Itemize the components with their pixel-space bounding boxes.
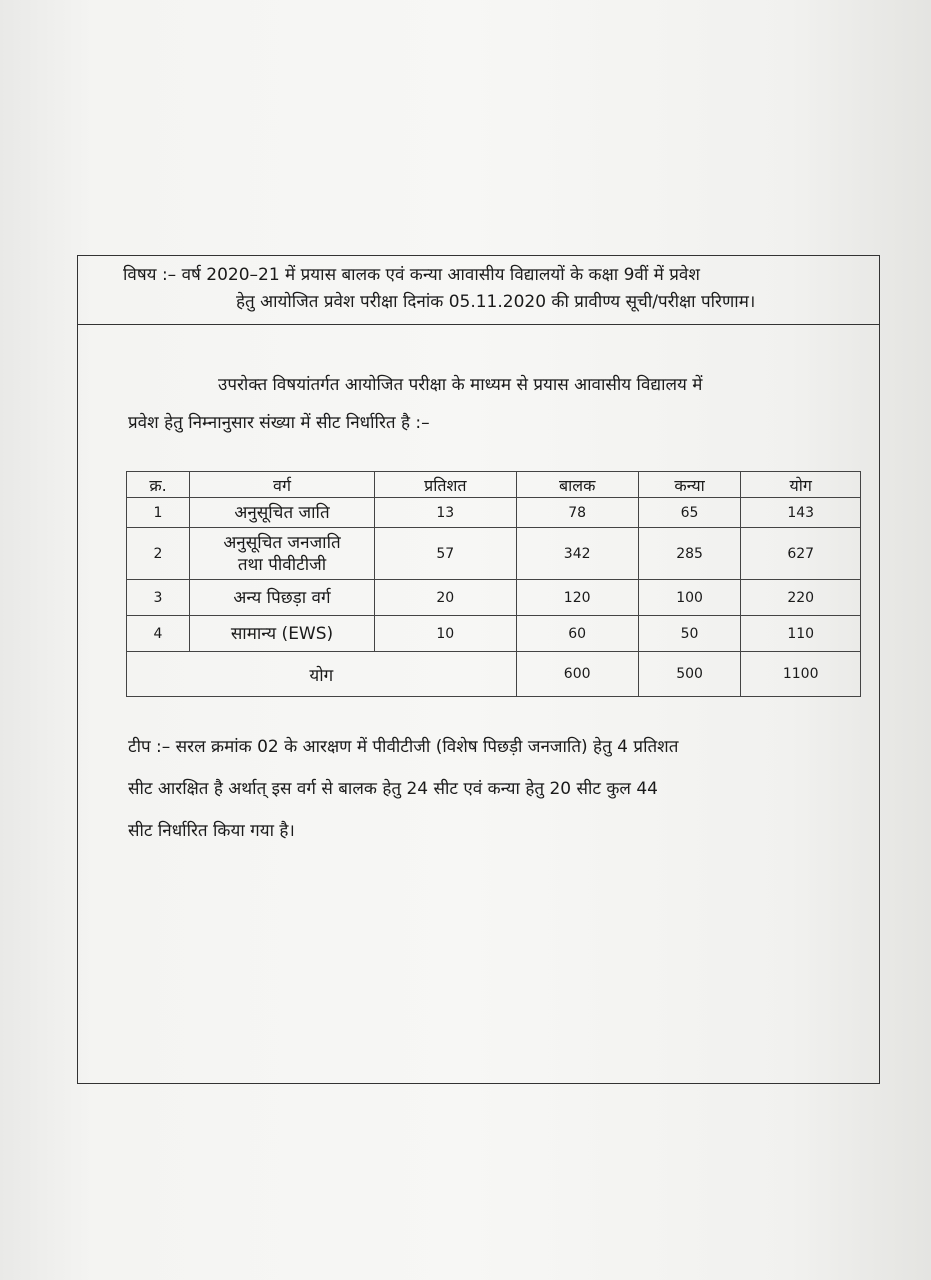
cell-total: 110 [741,616,861,652]
intro-paragraph [128,366,838,442]
seat-table [126,471,861,697]
cell-grand-total: 1100 [741,652,861,697]
cell-sn: 2 [127,528,190,580]
subject-line-1: विषय :– वर्ष 2020–21 में प्रयास बालक एवं कन्या आवासीय विद्यालयों के कक्षा 9वीं में प्रवेश [123,265,700,285]
cell-category [190,498,375,528]
category-text-line-2: तथा पीवीटीजी [237,554,327,575]
table-row [127,498,861,528]
cell-girls: 285 [638,528,741,580]
header-girls: कन्या [638,472,741,498]
cell-girls-total: 500 [638,652,741,697]
table-row [127,528,861,580]
category-text: अनुसूचित जाति [234,502,330,523]
document-frame [77,255,880,1084]
cell-category [190,580,375,616]
cell-percent: 57 [375,528,517,580]
intro-line-2: प्रवेश हेतु निम्नानुसार संख्या में सीट निर्धारित है :– [128,413,430,433]
header-total: योग [741,472,861,498]
table-row [127,580,861,616]
cell-sn: 3 [127,580,190,616]
note-line-2: सीट आरक्षित है अर्थात् इस वर्ग से बालक हेतु 24 सीट एवं कन्या हेतु 20 सीट कुल 44 [128,779,658,799]
header-category: वर्ग [190,472,375,498]
note-line-1: टीप :– सरल क्रमांक 02 के आरक्षण में पीवीटीजी (विशेष पिछड़ी जनजाति) हेतु 4 प्रतिशत [128,737,679,757]
cell-boys: 120 [516,580,638,616]
cell-girls: 65 [638,498,741,528]
cell-total: 220 [741,580,861,616]
category-text: सामान्य (EWS) [230,623,334,644]
note-paragraph [128,726,853,852]
table-row [127,616,861,652]
cell-total: 627 [741,528,861,580]
cell-total-label: योग [127,652,517,697]
cell-category [190,528,375,580]
cell-boys: 78 [516,498,638,528]
category-text: अन्य पिछड़ा वर्ग [233,587,331,608]
cell-category [190,616,375,652]
cell-sn: 4 [127,616,190,652]
cell-boys-total: 600 [516,652,638,697]
note-line-3: सीट निर्धारित किया गया है। [128,821,295,841]
table-total-row [127,652,861,697]
subject-box [78,256,879,325]
table-header-row [127,472,861,498]
subject-line-2: हेतु आयोजित प्रवेश परीक्षा दिनांक 05.11.2020 की प्रावीण्य सूची/परीक्षा परिणाम। [236,292,756,312]
cell-percent: 10 [375,616,517,652]
intro-line-1: उपरोक्त विषयांतर्गत आयोजित परीक्षा के माध्यम से प्रयास आवासीय विद्यालय में [218,375,703,395]
cell-percent: 20 [375,580,517,616]
header-percent: प्रतिशत [375,472,517,498]
cell-total: 143 [741,498,861,528]
header-sn: क्र. [127,472,190,498]
cell-boys: 60 [516,616,638,652]
header-boys: बालक [516,472,638,498]
category-text: अनुसूचित जनजाति [223,532,341,553]
cell-percent: 13 [375,498,517,528]
cell-girls: 50 [638,616,741,652]
cell-boys: 342 [516,528,638,580]
cell-sn: 1 [127,498,190,528]
cell-girls: 100 [638,580,741,616]
